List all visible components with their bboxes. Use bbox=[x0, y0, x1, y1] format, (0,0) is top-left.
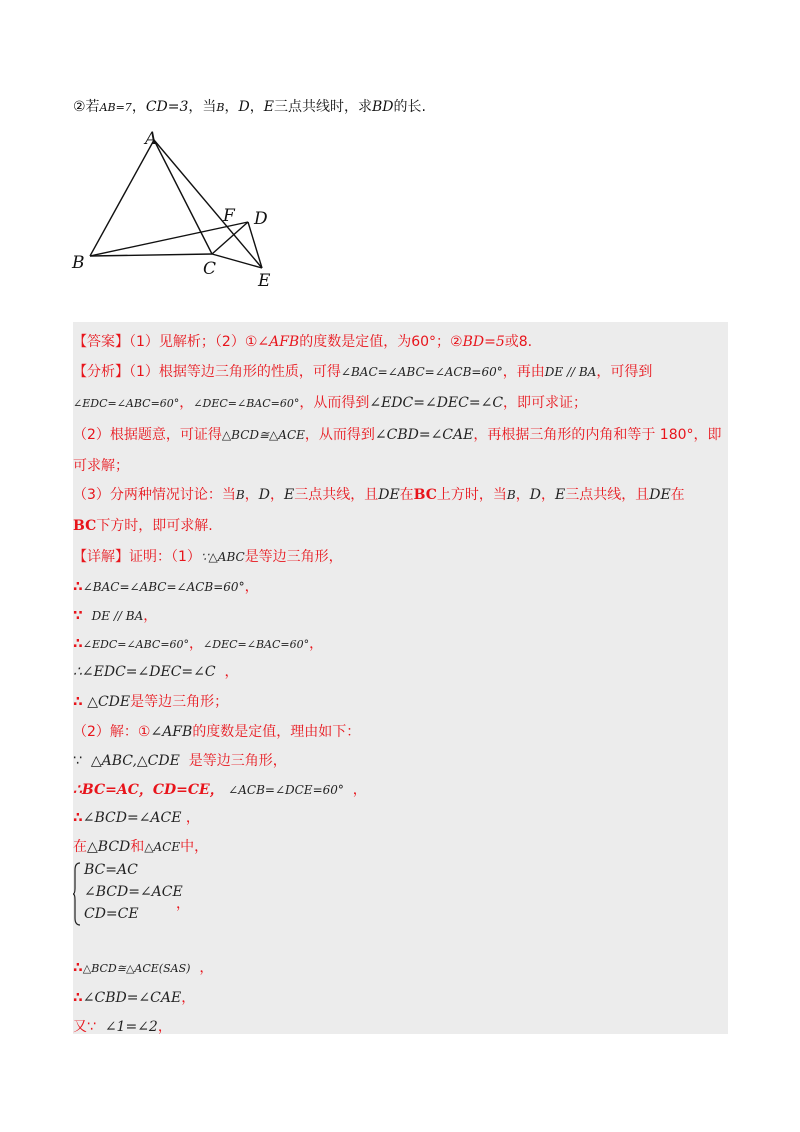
detail-line-11 bbox=[73, 836, 208, 856]
detail-line-13 bbox=[73, 987, 195, 1007]
detail-math: △BCD bbox=[87, 839, 131, 855]
question-b: B bbox=[216, 101, 225, 114]
analysis-line-5 bbox=[73, 484, 685, 504]
question-cd: CD=3 bbox=[145, 99, 189, 115]
detail-math: ∴∠EDC=∠DEC=∠C bbox=[73, 664, 216, 680]
detail-text: ， bbox=[181, 990, 196, 1006]
analysis-math: ∠EDC=∠ABC=60° bbox=[73, 397, 180, 410]
detail-math: ∠CBD=∠CAE bbox=[82, 990, 182, 1006]
label-d: D bbox=[254, 209, 268, 229]
detail-line-10 bbox=[73, 807, 200, 827]
analysis-text: 三点共线，且 bbox=[294, 487, 379, 503]
detail-text: ∵ bbox=[73, 608, 83, 624]
detail-text: 的度数是定值，理由如下： bbox=[192, 724, 361, 740]
detail-math: ∠EDC=∠ABC=60° bbox=[82, 638, 190, 651]
analysis-text: 下方时，即可求解. bbox=[96, 518, 213, 534]
analysis-math: BC bbox=[73, 518, 97, 534]
analysis-text: ，再由 bbox=[502, 364, 545, 380]
analysis-text: ，从而得到 bbox=[299, 395, 370, 411]
answer-text: （1）见解析；（2）① bbox=[129, 334, 258, 350]
question-sep: ， bbox=[249, 99, 264, 115]
detail-math: ∠ACB=∠DCE=60° bbox=[228, 783, 344, 797]
answer-math: ∠AFB bbox=[257, 334, 300, 350]
analysis-math: △BCD≅△ACE bbox=[221, 428, 305, 442]
question-ab: AB=7 bbox=[99, 101, 132, 114]
detail-text: 证明：（1） bbox=[129, 549, 201, 565]
detail-line-1 bbox=[73, 546, 343, 566]
analysis-text: ， bbox=[269, 487, 284, 503]
equation-system bbox=[84, 862, 183, 928]
detail-text: 又∵ bbox=[73, 1019, 96, 1035]
analysis-text: 在 bbox=[670, 487, 685, 503]
detail-line-7 bbox=[73, 721, 360, 741]
detail-text: ∴ bbox=[73, 636, 83, 652]
label-f: F bbox=[223, 206, 235, 226]
question-line bbox=[73, 96, 426, 116]
detail-line-6 bbox=[73, 691, 228, 711]
system-row: CD=CE bbox=[84, 906, 139, 922]
detail-text: 和 bbox=[130, 839, 145, 855]
question-bd: BD bbox=[371, 99, 394, 115]
answer-line bbox=[73, 331, 532, 351]
analysis-text: （1）根据等边三角形的性质，可得 bbox=[129, 364, 341, 380]
analysis-text: ， bbox=[540, 487, 555, 503]
geometry-figure bbox=[66, 126, 296, 296]
label-b: B bbox=[72, 253, 85, 273]
analysis-text: 三点共线，且 bbox=[565, 487, 650, 503]
answer-math: BD=5 bbox=[462, 334, 505, 350]
analysis-text: ， bbox=[179, 395, 194, 411]
detail-line-9 bbox=[73, 779, 367, 799]
detail-line-3 bbox=[73, 605, 157, 625]
analysis-math: DE bbox=[649, 487, 671, 503]
detail-text: ， bbox=[352, 782, 367, 798]
detail-text: ∴ bbox=[73, 694, 83, 710]
detail-math: △BCD≅△ACE(SAS) bbox=[82, 962, 191, 975]
analysis-math: ∠BAC=∠ABC=∠ACB=60° bbox=[340, 365, 503, 379]
detail-text: 是等边三角形， bbox=[188, 753, 287, 769]
analysis-text: 在 bbox=[399, 487, 414, 503]
analysis-text: ， bbox=[244, 487, 259, 503]
detail-text: ， bbox=[185, 810, 200, 826]
detail-math: ∠BCD=∠ACE bbox=[82, 810, 182, 826]
segment-ce bbox=[212, 254, 262, 268]
question-prefix: ②若 bbox=[73, 99, 100, 115]
analysis-line-6 bbox=[73, 515, 213, 535]
analysis-math: ∠DEC=∠BAC=60° bbox=[193, 397, 300, 410]
analysis-math: ∠EDC=∠DEC=∠C bbox=[369, 395, 504, 411]
analysis-line-4 bbox=[73, 455, 129, 475]
analysis-math: E bbox=[554, 487, 566, 503]
answer-text: 或8. bbox=[504, 334, 533, 350]
question-text: 三点共线时，求 bbox=[273, 99, 372, 115]
detail-text: ， bbox=[309, 636, 324, 652]
system-brace bbox=[73, 862, 81, 926]
detail-text: 是等边三角形， bbox=[244, 549, 343, 565]
detail-text: ∴ bbox=[73, 579, 83, 595]
segment-bd bbox=[90, 222, 248, 256]
question-d: D bbox=[238, 99, 250, 115]
detail-text: ， bbox=[199, 960, 214, 976]
analysis-math: B bbox=[235, 488, 245, 502]
answer-text: 的度数是定值，为60°；② bbox=[299, 334, 463, 350]
analysis-math: ∠CBD=∠CAE bbox=[374, 427, 474, 443]
question-sep: ， bbox=[131, 99, 146, 115]
detail-line-8 bbox=[73, 750, 287, 770]
detail-text: ， bbox=[157, 1019, 172, 1035]
detail-text: ∴ bbox=[73, 810, 83, 826]
analysis-line-3 bbox=[73, 424, 722, 444]
detail-text: （2）解：① bbox=[73, 724, 151, 740]
question-sep: ， bbox=[224, 99, 239, 115]
label-e: E bbox=[258, 271, 271, 291]
analysis-math: E bbox=[283, 487, 295, 503]
analysis-math: B bbox=[506, 488, 516, 502]
system-comma: ， bbox=[176, 896, 190, 912]
detail-math: △ACE bbox=[144, 840, 181, 854]
detail-math: ∠BAC=∠ABC=∠ACB=60° bbox=[82, 580, 245, 594]
analysis-math: DE bbox=[378, 487, 400, 503]
analysis-math: BC bbox=[413, 487, 437, 503]
analysis-text: ，即可求证； bbox=[503, 395, 588, 411]
analysis-line-1 bbox=[73, 361, 652, 381]
detail-line-14 bbox=[73, 1016, 172, 1036]
analysis-text: （2）根据题意，可证得 bbox=[73, 427, 222, 443]
analysis-math: D bbox=[529, 487, 541, 503]
detail-text: ， bbox=[189, 636, 204, 652]
analysis-text: 上方时，当 bbox=[436, 487, 507, 503]
question-e: E bbox=[263, 99, 274, 115]
detail-math: △ABC,△CDE bbox=[90, 753, 180, 769]
detail-text: 在 bbox=[73, 839, 87, 855]
answer-tag: 【答案】 bbox=[73, 334, 129, 350]
detail-line-12 bbox=[73, 957, 213, 977]
segment-cd bbox=[212, 222, 248, 254]
detail-text: ∴ bbox=[73, 960, 83, 976]
segment-ac bbox=[154, 140, 212, 254]
detail-math: ∠DEC=∠BAC=60° bbox=[203, 638, 310, 651]
analysis-math: DE // BA bbox=[544, 365, 597, 379]
detail-math: △CDE bbox=[87, 694, 131, 710]
detail-math: ∠1=∠2 bbox=[104, 1019, 158, 1035]
detail-text: ， bbox=[143, 608, 158, 624]
analysis-text: ，从而得到 bbox=[304, 427, 375, 443]
detail-text: 是等边三角形； bbox=[130, 694, 229, 710]
question-text: 的长. bbox=[393, 99, 426, 115]
question-text: ，当 bbox=[188, 99, 217, 115]
segment-bc bbox=[90, 254, 212, 256]
detail-line-4 bbox=[73, 633, 323, 653]
system-row: BC=AC bbox=[84, 862, 138, 878]
detail-math: ∠AFB bbox=[150, 724, 193, 740]
detail-line-2 bbox=[73, 576, 259, 596]
detail-math: ∵△ABC bbox=[200, 550, 245, 564]
detail-text: ， bbox=[224, 664, 239, 680]
analysis-text: （3）分两种情况讨论：当 bbox=[73, 487, 236, 503]
label-a: A bbox=[145, 129, 158, 149]
detail-math: DE // BA bbox=[91, 609, 144, 623]
analysis-text: ，可得到 bbox=[596, 364, 653, 380]
analysis-text: 可求解； bbox=[73, 458, 129, 474]
detail-text: 中， bbox=[180, 839, 209, 855]
analysis-tag: 【分析】 bbox=[73, 364, 129, 380]
detail-text: ∵ bbox=[73, 753, 82, 769]
system-row: ∠BCD=∠ACE bbox=[84, 884, 183, 900]
analysis-text: ，再根据三角形的内角和等于 180°，即 bbox=[473, 427, 722, 443]
segment-ab bbox=[90, 140, 154, 256]
detail-line-5 bbox=[73, 661, 239, 681]
detail-text: ∴BC=AC，CD=CE， bbox=[73, 782, 224, 798]
label-c: C bbox=[203, 259, 217, 279]
detail-text: ∴ bbox=[73, 990, 83, 1006]
detail-tag: 【详解】 bbox=[73, 549, 129, 565]
detail-text: ， bbox=[244, 579, 259, 595]
analysis-text: ， bbox=[515, 487, 530, 503]
segment-ae bbox=[154, 140, 262, 268]
analysis-math: D bbox=[258, 487, 270, 503]
analysis-line-2 bbox=[73, 392, 587, 412]
